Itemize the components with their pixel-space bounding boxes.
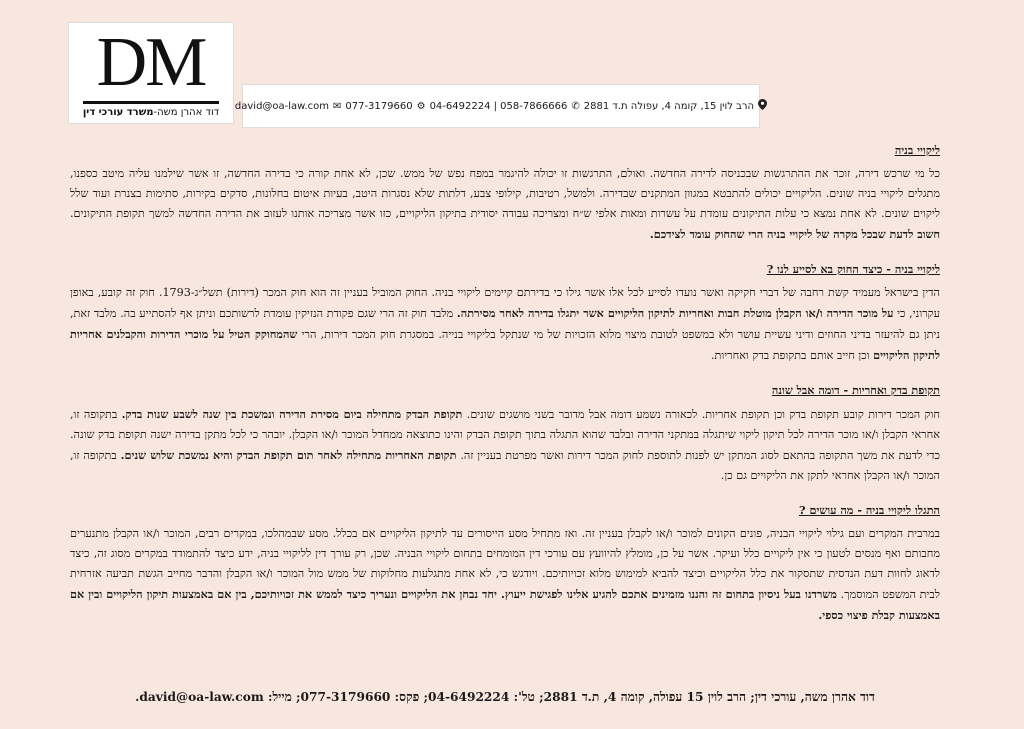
section-defects — [70, 140, 940, 245]
text-segment: במרבית המקרים ועם גילוי ליקויי הבניה, פונים הקונים למוכר ו/או לקבלן בעניין זה. ואז מתחיל מסע הייסורים עד לתיקון הליקויים אם בכלל. מסע שבמהלכו, במקרים רבים, המוכר ו/או הקבלן מתנערים מחבותם ואף מנסים לטעון כי אין ליקויים כלל ועיקר. אשר על כן, מומלץ להיוועץ עם עורכי דין המומחים בתחום ליקויי הבניה. שכן, רק עורך דין לליקויי בניה, ידע כיצד להתמודד במקרים מסוג זה, כיצד לדאוג לחוות דעת הנדסית שתסקור את כלל הליקויים וכיצד להביא למימוש מלוא זכויותיכם. ויודגש כי, לא אחת מתגלעות מחלוקות של ממש מול המוכר ו/או הקבלן והדבר מחייב הגשת תביעה אזרחית לבית המשפט המוסמך. — [70, 527, 940, 601]
logo-subtitle — [69, 107, 233, 118]
section-heading: ליקויי בניה — [894, 143, 940, 157]
section-paragraph — [70, 524, 940, 626]
bold-segment: משרדנו בעל ניסיון בתחום זה והננו מזמינים אתכם להגיע אלינו לפגישת ייעוץ. יחד נבחן את הליקויים ונעריך כיצד לממש את זכויותיכם, בין אם באמצעות תיקון הליקויים ובין אם באמצעות קבלת פיצוי כספי. — [70, 587, 940, 622]
contact-phones: 04-6492224 | 058-7866666 — [429, 100, 568, 112]
section-heading: התגלו ליקויי בניה - מה עושים ? — [799, 503, 940, 517]
text-segment: וכן חייב אותם בתקופת בדק ואחריות. — [710, 349, 874, 362]
bold-segment: שהמחוקק הטיל על מוכרי הדירות והקבלנים אחריות לתיקון הליקויים — [70, 327, 940, 362]
bold-segment: חשוב לדעת שבכל מקרה של ליקויי בניה הרי שהחוק עומד לצידכם. — [649, 227, 940, 241]
contact-address: הרב לוין 15, קומה 4, עפולה ת.ד 2881 — [583, 100, 755, 112]
logo-letters: DM — [96, 24, 206, 101]
bold-segment: על מוכר הדירה ו/או הקבלן מוטלת חבות ואחריות לתיקון הליקויים אשר יתגלו בדירה לאחר מסירתה. — [456, 306, 894, 320]
mail-icon: ✉ — [332, 100, 342, 112]
section-what-to-do — [70, 500, 940, 626]
phone-icon: ✆ — [571, 100, 580, 112]
article-body — [70, 140, 940, 640]
contact-email[interactable]: david@oa-law.com — [234, 100, 329, 112]
section-paragraph — [70, 404, 940, 486]
section-warranty — [70, 380, 940, 486]
logo-subtitle-firm: משרד עורכי דין — [82, 107, 154, 118]
footer-contact-line: דוד אהרן משה, עורכי דין; הרב לוין 15 עפולה, קומה 4, ת.ד 2881; טל': 04-6492224; פקס: 077-3179660; מייל: david@oa-law.com. — [135, 690, 875, 704]
text-segment: חוק המכר דירות קובע תקופת בדק וכן תקופת אחריות. לכאורה נשמע דומה אבל מדובר בשני מושגים שונים. — [462, 408, 940, 421]
bold-segment: תקופת האחריות מתחילה לאחר תום תקופת הבדק והיא נמשכת שלוש שנים. — [120, 448, 457, 462]
contact-fax: 077-3179660 — [345, 100, 413, 112]
section-heading: תקופת בדק ואחריות - דומה אבל שונה — [771, 383, 940, 397]
logo-divider — [83, 101, 219, 104]
text-segment: הדין בישראל מעמיד קשת רחבה של דברי חקיקה ואשר נועדו לסייע לכל אלו אשר גילו כי בדירתם קיימים ליקויי בניה. החוק המוביל בעניין זה הוא חוק המכר (דירות) תשל״ג-1793. חוק זה קובע, באופן עקרוני, כי — [70, 286, 940, 320]
logo-subtitle-name: דוד אהרן משה- — [153, 107, 220, 118]
text-segment: כל מי שרכש דירה, זוכר את ההתרגשות שבכניסה לדירה החדשה. ואולם, התרגשות זו יכולה להיגמר במפח נפש של ממש. שכן, לא אחת קורה כי בדירה החדשה, זו אשר שילמנו עליה מיטב כספנו, מתגלים ליקויי בניה שונים. הליקויים יכולים להתבטא במגוון המתקנים שבדירה. ולמשל, רטיבות, קילופי צבע, דלתות שלא נסגרות היטב, בעיות איטום בחלונות, סדקים בקירות, סתימות בצנרת ועוד שלל ליקוים שונים. לא אחת נמצא כי עלות התיקונים עומדת על עשרות ומאות אלפי ש״ח ומצריכה עבודה יסודית בתיקון הליקויים, כזו אשר מצריכה אותנו לעזוב את הדירה החדשה למשך תקופת התיקונים. — [70, 167, 940, 220]
section-paragraph — [70, 283, 940, 366]
bold-segment: תקופת הבדק מתחילה ביום מסירת הדירה ונמשכת בין שנה לשבע שנות בדק. — [121, 407, 463, 421]
fax-icon: ⚙ — [416, 100, 426, 112]
firm-logo — [68, 22, 234, 124]
section-law — [70, 259, 940, 366]
text-segment: בתקופה זו, אחראי הקבלן ו/או מוכר הדירה לכל תיקון ליקוי שיתגלה במתקני הדירה ובלבד שהוא התגלה בתוך תקופת הבדק והינו כתוצאה ממחדל המוכר ו/או הקבלן. יובהר כי לכל מתקן בדירה ישנה תקופת בדק שונה. כדי לדעת את משך התקופה בהתאם לסוג המתקן יש לפנות לתוספת לחוק המכר דירות ואשר מפרטת בעניין זה. — [70, 408, 941, 462]
text-segment: בתקופה זו, המוכר ו/או הקבלן אחראי לתקן את הליקויים גם כן. — [70, 449, 940, 482]
section-heading: ליקויי בניה - כיצד החוק בא לסייע לנו ? — [766, 262, 940, 276]
contact-bar — [234, 84, 760, 128]
section-paragraph — [70, 164, 940, 245]
location-pin-icon — [758, 99, 767, 113]
text-segment: מלבד חוק זה הרי שגם פקודת הנזיקין עומדת לרשותכם וניתן אף להסתייע בה. מלבד זאת, ניתן גם להיעזר בדיני החוזים ודיני עשיית עושר ולא במשפט לטובת מיצוי מלוא הזכויות של מי שנתקל בליקויי בנייה. במסגרת חוק המכר דירות, הרי — [70, 307, 940, 341]
